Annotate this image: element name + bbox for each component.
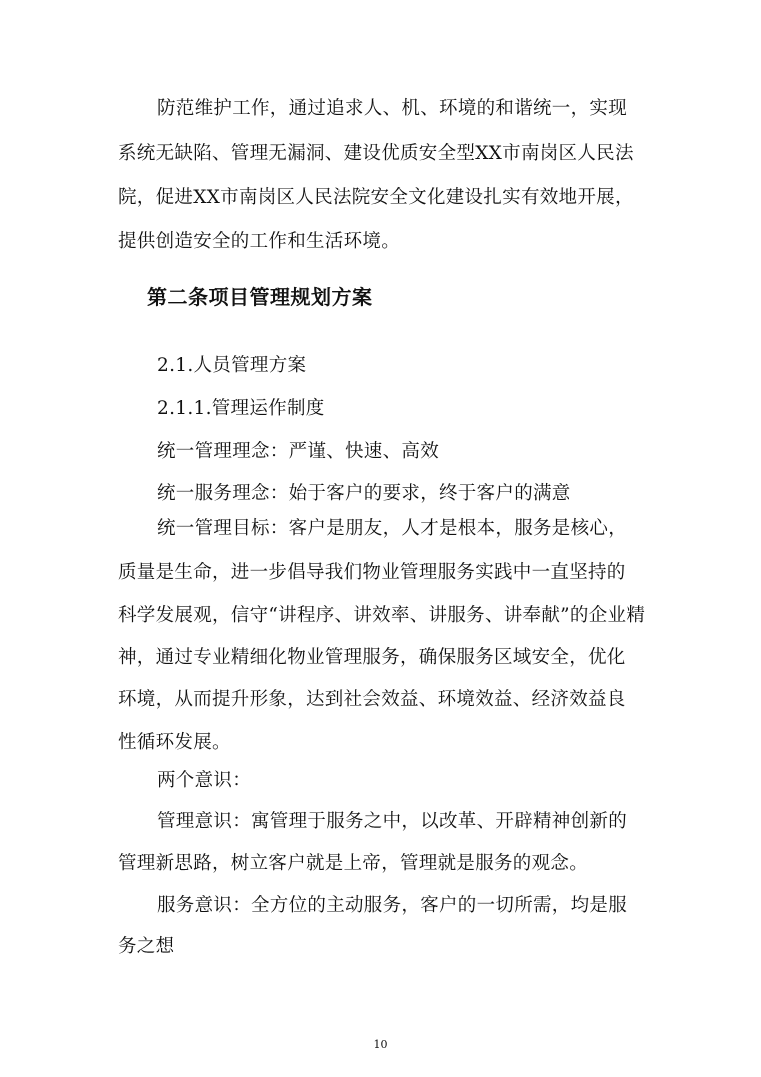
subsection-2-1: 2.1.人员管理方案	[157, 355, 307, 376]
goal-line-3: 科学发展观，信守“讲程序、讲效率、讲服务、讲奉献”的企业精	[118, 605, 646, 626]
section-heading: 第二条项目管理规划方案	[147, 285, 373, 309]
intro-line-1: 防范维护工作，通过追求人、机、环境的和谐统一，实现	[157, 98, 628, 119]
management-awareness-line-2: 管理新思路，树立客户就是上帝，管理就是服务的观念。	[118, 853, 589, 874]
intro-line-4: 提供创造安全的工作和生活环境。	[118, 231, 401, 252]
goal-line-2: 质量是生命，进一步倡导我们物业管理服务实践中一直坚持的	[118, 562, 626, 583]
management-concept: 统一管理理念：严谨、快速、高效	[157, 441, 440, 462]
two-awareness-label: 两个意识：	[157, 770, 252, 791]
goal-line-4: 神，通过专业精细化物业管理服务，确保服务区域安全，优化	[118, 647, 626, 668]
page-number: 10	[373, 1038, 388, 1051]
intro-line-3: 院，促进XX市南岗区人民法院安全文化建设扎实有效地开展，	[118, 187, 634, 208]
service-concept: 统一服务理念：始于客户的要求，终于客户的满意	[157, 483, 571, 504]
service-awareness-line-1: 服务意识：全方位的主动服务，客户的一切所需，均是服	[157, 895, 628, 916]
goal-line-5: 环境，从而提升形象，达到社会效益、环境效益、经济效益良	[118, 689, 626, 710]
goal-line-1: 统一管理目标：客户是朋友，人才是根本，服务是核心，	[157, 518, 628, 539]
management-awareness-line-1: 管理意识：寓管理于服务之中，以改革、开辟精神创新的	[157, 811, 628, 832]
intro-line-2: 系统无缺陷、管理无漏洞、建设优质安全型XX市南岗区人民法	[118, 143, 634, 164]
goal-line-6: 性循环发展。	[118, 732, 231, 753]
service-awareness-line-2: 务之想	[118, 936, 175, 957]
subsection-2-1-1: 2.1.1.管理运作制度	[157, 398, 325, 419]
